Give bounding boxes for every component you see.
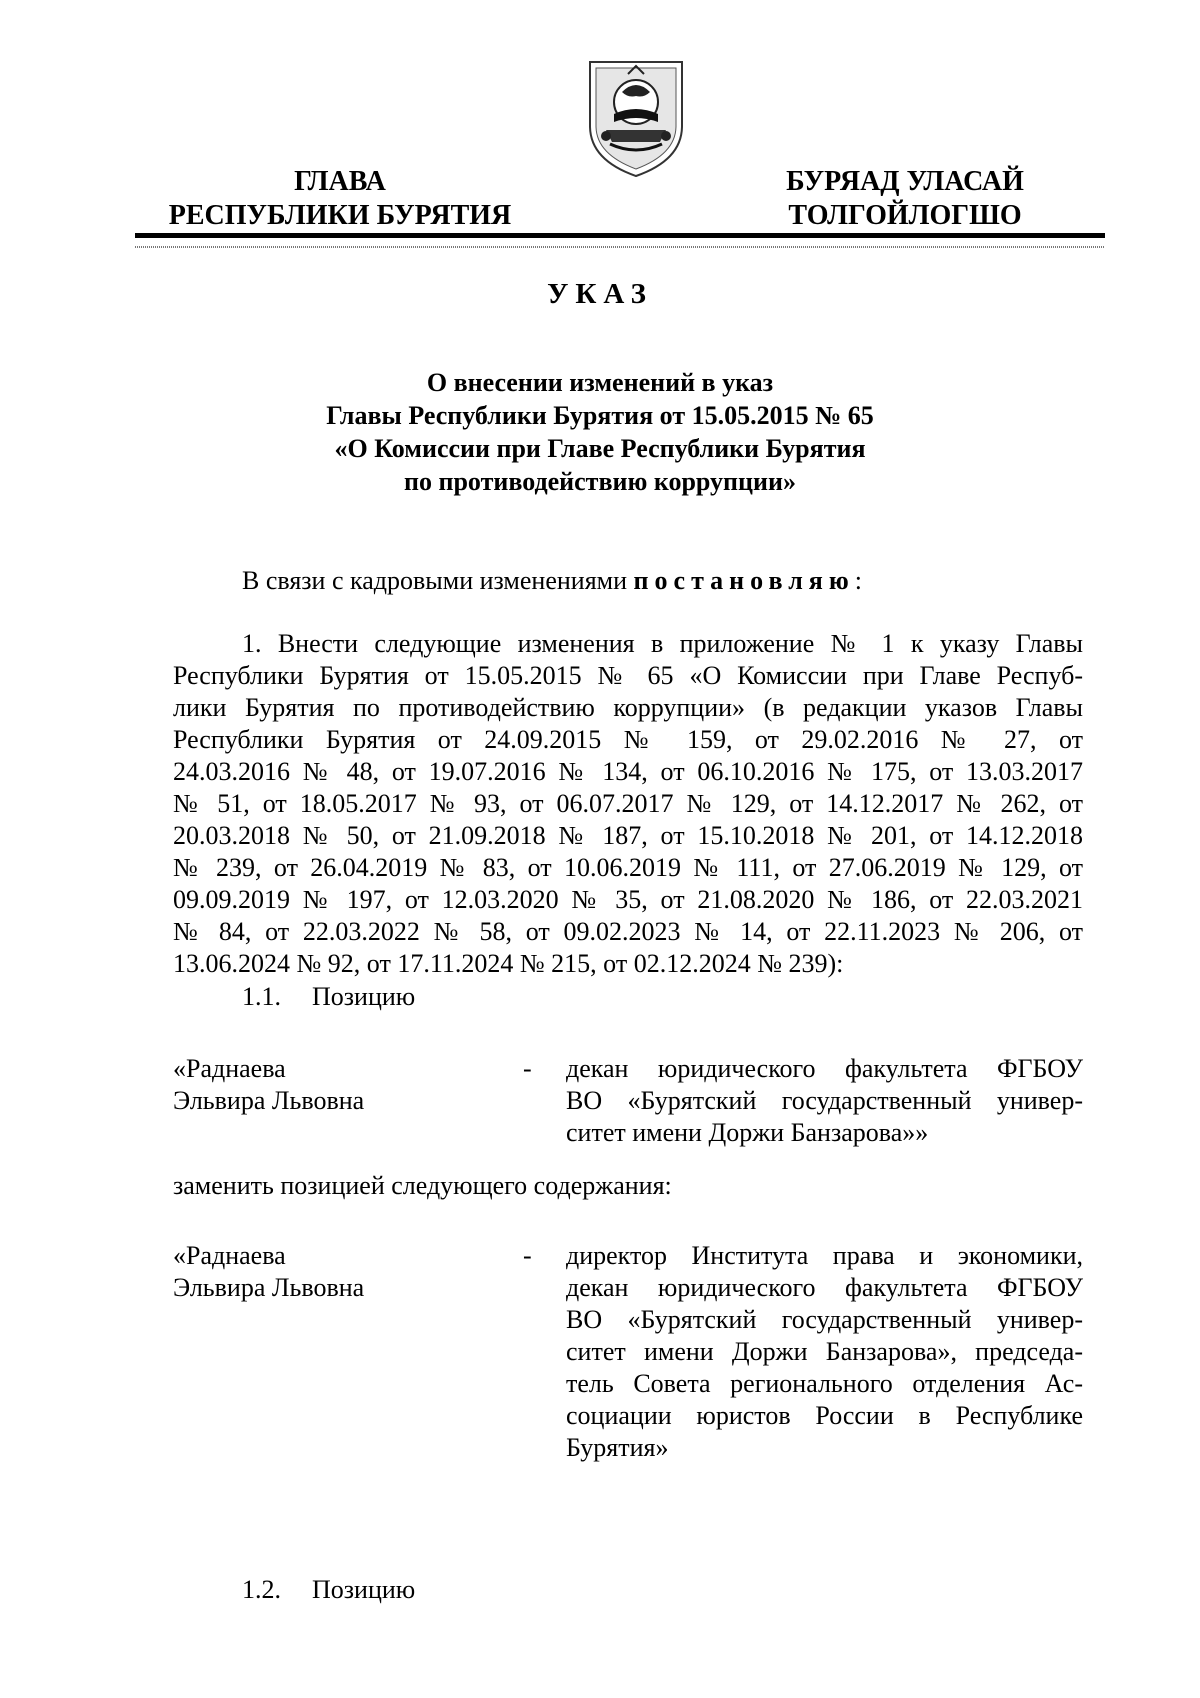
position-name-line: «Раднаева (173, 1241, 286, 1270)
replace-instruction: заменить позицией следующего содержания: (173, 1171, 672, 1200)
title-line: О внесении изменений в указ (426, 368, 774, 397)
position-name (173, 1053, 473, 1117)
coat-of-arms-icon (584, 56, 688, 180)
position-desc-line: декан юридического факультета ФГБОУ (566, 1273, 1083, 1302)
subitem-1-1 (242, 981, 415, 1013)
issuer-title-buryat (735, 165, 1075, 233)
position-desc-line: Бурятия» (566, 1433, 669, 1462)
paragraph-line: Республики Бурятия от 24.09.2015 № 159, от 29.02.2016 № 27, от (173, 725, 1083, 754)
position-dash: - (523, 1241, 532, 1270)
paragraph-line: 24.03.2016 № 48, от 19.07.2016 № 134, от 06.10.2016 № 175, от 13.03.2017 (173, 757, 1083, 786)
position-desc-line: директор Института права и экономики, (566, 1241, 1083, 1270)
document-title (200, 366, 1000, 498)
preamble-end: : (854, 566, 862, 595)
position-desc-line: декан юридического факультета ФГБОУ (566, 1054, 1083, 1083)
issuer-title-line: ГЛАВА (294, 166, 386, 197)
position-desc-line: ситет имени Доржи Банзарова»» (566, 1118, 929, 1147)
position-description (566, 1053, 1083, 1149)
header-rule-thick (135, 233, 1105, 238)
title-line: по противодействию коррупции» (404, 467, 796, 496)
position-desc-line: ситет имени Доржи Банзарова», председа- (566, 1337, 1083, 1366)
paragraph-line: № 239, от 26.04.2019 № 83, от 10.06.2019 № 111, от 27.06.2019 № 129, от (173, 853, 1083, 882)
subitem-text: Позицию (312, 1575, 416, 1604)
position-desc-line: социации юристов России в Республике (566, 1401, 1083, 1430)
position-desc-line: тель Совета регионального отделения Ас- (566, 1369, 1083, 1398)
paragraph-line: 1. Внести следующие изменения в приложение № 1 к указу Главы (242, 629, 1083, 658)
position-name-line: Эльвира Львовна (173, 1273, 365, 1302)
paragraph-line: лики Бурятия по противодействию коррупции» (в редакции указов Главы (173, 693, 1083, 722)
position-name-line: Эльвира Львовна (173, 1086, 365, 1115)
paragraph-1 (173, 628, 1083, 980)
preamble (242, 565, 862, 597)
document-type: УКАЗ (547, 278, 653, 310)
issuer-title-russian (150, 165, 530, 233)
subitem-1-2 (242, 1574, 415, 1606)
paragraph-line: 20.03.2018 № 50, от 21.09.2018 № 187, от 15.10.2018 № 201, от 14.12.2018 (173, 821, 1083, 850)
header-rule-thin (135, 246, 1105, 248)
subitem-number: 1.1. (242, 982, 281, 1011)
position-desc-line: ВО «Бурятский государственный универ- (566, 1086, 1083, 1115)
subitem-number: 1.2. (242, 1575, 281, 1604)
position-name (173, 1240, 473, 1304)
paragraph-line: № 84, от 22.03.2022 № 58, от 09.02.2023 № 14, от 22.11.2023 № 206, от (173, 917, 1083, 946)
title-line: «О Комиссии при Главе Республики Бурятия (334, 434, 866, 463)
position-description (566, 1240, 1083, 1464)
position-name-line: «Раднаева (173, 1054, 286, 1083)
subitem-text: Позицию (312, 982, 416, 1011)
issuer-title-line: ТОЛГОЙЛОГШО (788, 200, 1022, 231)
issuer-title-line: БУРЯАД УЛАСАЙ (786, 166, 1024, 197)
paragraph-line: Республики Бурятия от 15.05.2015 № 65 «О Комиссии при Главе Респуб- (173, 661, 1083, 690)
paragraph-line: 13.06.2024 № 92, от 17.11.2024 № 215, от 02.12.2024 № 239): (173, 949, 844, 978)
position-dash: - (523, 1054, 532, 1083)
paragraph-line: 09.09.2019 № 197, от 12.03.2020 № 35, от 21.08.2020 № 186, от 22.03.2021 (173, 885, 1083, 914)
preamble-text: В связи с кадровыми изменениями (242, 566, 634, 595)
preamble-decree-word: постановляю (633, 566, 855, 595)
position-desc-line: ВО «Бурятский государственный универ- (566, 1305, 1083, 1334)
paragraph-line: № 51, от 18.05.2017 № 93, от 06.07.2017 № 129, от 14.12.2017 № 262, от (173, 789, 1083, 818)
title-line: Главы Республики Бурятия от 15.05.2015 № 65 (326, 401, 874, 430)
issuer-title-line: РЕСПУБЛИКИ БУРЯТИЯ (168, 200, 512, 231)
